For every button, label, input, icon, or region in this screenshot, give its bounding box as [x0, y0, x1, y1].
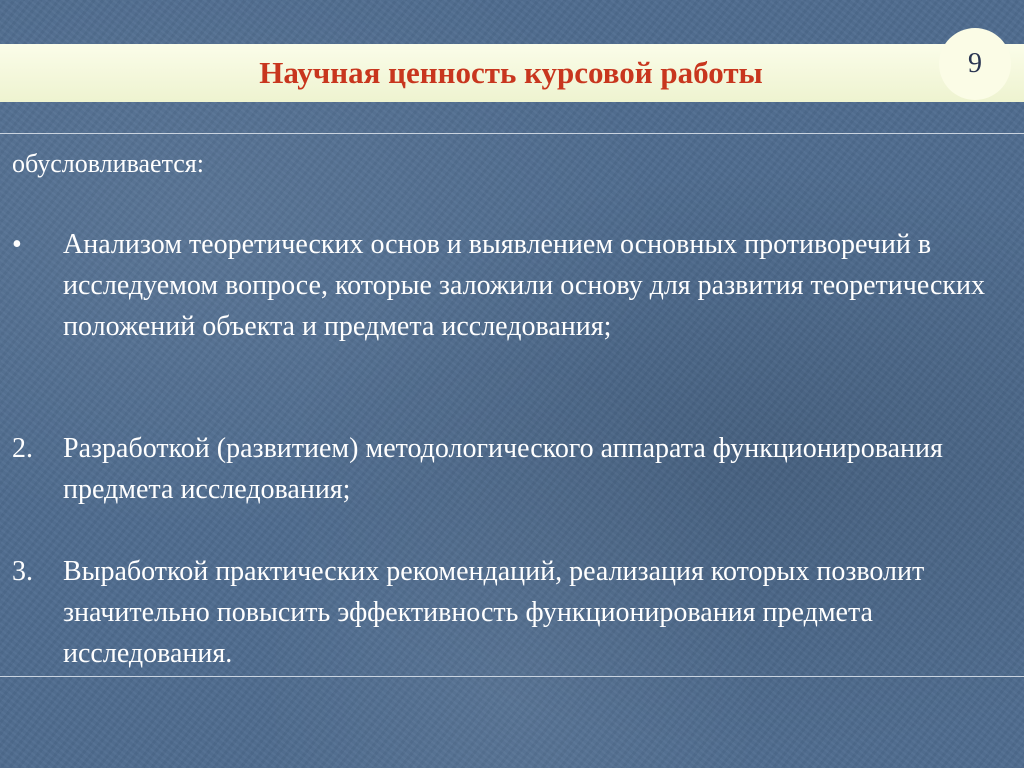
intro-text: обусловливается:	[12, 149, 204, 178]
title-bar	[0, 44, 1024, 102]
list-item-text: Выработкой практических рекомендаций, реализация которых позволит значительно повысить эффективность функционирования предмета исследования.	[63, 556, 925, 669]
list-item-text: Анализом теоретических основ и выявлением основных противоречий в исследуемом вопросе, которые заложили основу для развития теоретических положений объекта и предмета исследования;	[63, 229, 986, 342]
list-item-text: Разработкой (развитием) методологического аппарата функционирования предмета исследования;	[63, 433, 943, 505]
list-number: 3.	[12, 556, 33, 587]
list-item	[12, 224, 1012, 347]
list-number: 2.	[12, 433, 33, 464]
bullet-marker: •	[12, 229, 22, 260]
page-number-badge: 9	[939, 28, 1011, 100]
list-item	[12, 428, 1012, 510]
list-item	[12, 551, 1012, 674]
slide-title: Научная ценность курсовой работы	[259, 55, 763, 90]
